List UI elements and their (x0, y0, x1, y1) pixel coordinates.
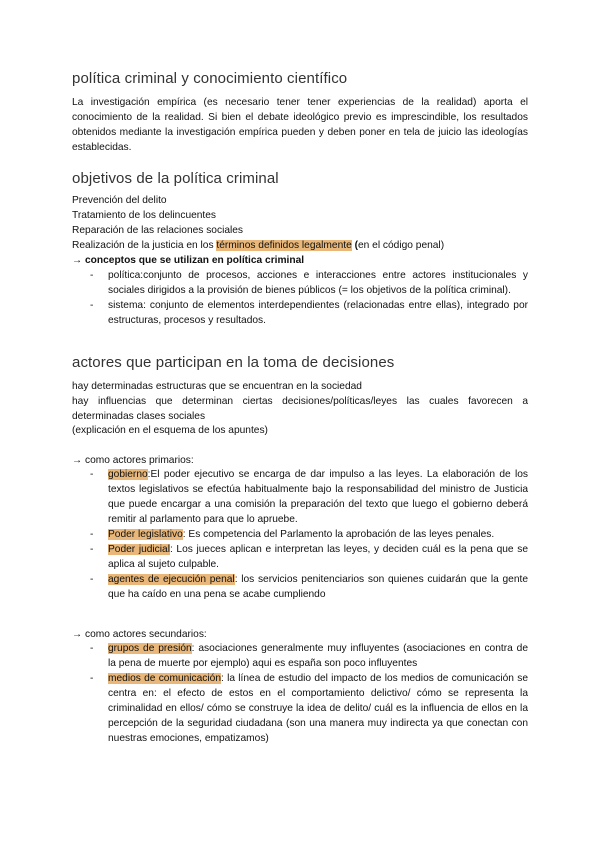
objective-item-justicia (72, 238, 444, 253)
list-item-grupos-presion (72, 641, 528, 671)
justice-prefix: Realización de la justicia en los (72, 240, 217, 251)
list-item-poder-legislativo (72, 527, 528, 542)
highlight-term: Poder judicial (108, 544, 170, 555)
term-description: : Los jueces aplican e interpretan las leyes, y deciden cuál es la pena que se aplica al sujeto culpable. (108, 544, 528, 570)
objective-item: Tratamiento de los delincuentes (72, 210, 217, 221)
term-description: : la línea de estudio del impacto de los medios de comunicación se centra en: el efecto de estos en el comportamiento delictivo/ cómo se representa la criminalidad en ellos/ cómo se construye la idea de delito/ cuál es la influencia de ellos en la percepción de la seguridad ciudadana (son una manera muy indirecta ya que conectan con nuestras emociones, empatizamos) (108, 673, 528, 744)
secondary-actors-list (72, 641, 528, 746)
concepts-list (72, 268, 528, 328)
section-heading-objetivos: objetivos de la política criminal (72, 170, 279, 187)
highlight-term: gobierno (108, 469, 148, 480)
justice-suffix: en el código penal) (358, 240, 445, 251)
primary-actors-title: → como actores primarios: (72, 455, 194, 466)
highlight-terminos-definidos: términos definidos legalmente (216, 240, 352, 251)
secondary-actors-title: → como actores secundarios: (72, 629, 207, 640)
objective-item: Prevención del delito (72, 195, 167, 206)
paragraph-investigacion-empirica: La investigación empírica (es necesario tener tener experiencias de la realidad) aporta el conocimiento de la realidad. Si bien el debate ideológico previo es imprescindible, los resultados obtenidos mediante la investigación empírica pueden y deben poner en tela de juicio las ideologías establecidas. (72, 97, 528, 153)
actores-intro-line: hay determinadas estructuras que se encuentran en la sociedad (72, 381, 362, 392)
list-item-agentes-ejecucion (72, 572, 528, 602)
list-item: - política:conjunto de procesos, acciones e interacciones entre actores institucionales y sociales dirigidos a la provisión de bienes públicos (= los objetivos de la política criminal). (72, 268, 528, 298)
highlight-term: grupos de presión (108, 643, 192, 654)
term-description: : asociaciones generalmente muy influyentes (asociaciones en contra de la pena de muerte por ejemplo) aqui es españa son poco influyentes (108, 643, 528, 669)
term-description: :El poder ejecutivo se encarga de dar impulso a las leyes. La elaboración de los textos legislativos se efectúa habitualmente bajo la responsabilidad del ministro de Justicia que puede encargar a una comisión la preparación del texto que luego el gobierno deberá remitir al parlamento para que lo apruebe. (108, 469, 528, 525)
primary-actors-list (72, 467, 528, 602)
highlight-term: medios de comunicación (108, 673, 221, 684)
section-heading-politica-criminal: política criminal y conocimiento científico (72, 70, 348, 87)
list-item: - sistema: conjunto de elementos interdependientes (relacionadas entre ellas), integrado por estructuras, procesos y resultados. (72, 298, 528, 328)
term-description: : los servicios penitenciarios son quienes cuidarán que la gente que ha caído en una pena se acabe cumpliendo (108, 574, 528, 600)
actores-intro-note: (explicación en el esquema de los apuntes) (72, 425, 268, 436)
highlight-term: agentes de ejecución penal (108, 574, 235, 585)
term-description: : Es competencia del Parlamento la aprobación de las leyes penales. (182, 529, 495, 540)
objective-item: Reparación de las relaciones sociales (72, 225, 244, 236)
list-item-gobierno (72, 467, 528, 527)
list-item-medios-comunicacion (72, 671, 528, 746)
highlight-term: Poder legislativo (108, 529, 183, 540)
concepts-title: → conceptos que se utilizan en política criminal (72, 255, 305, 266)
list-item-poder-judicial (72, 542, 528, 572)
section-heading-actores: actores que participan en la toma de decisiones (72, 354, 395, 371)
justice-paren: ( (354, 240, 358, 251)
actores-intro-paragraph: hay influencias que determinan ciertas decisiones/políticas/leyes las cuales favorecen a determinadas clases sociales (72, 396, 528, 422)
